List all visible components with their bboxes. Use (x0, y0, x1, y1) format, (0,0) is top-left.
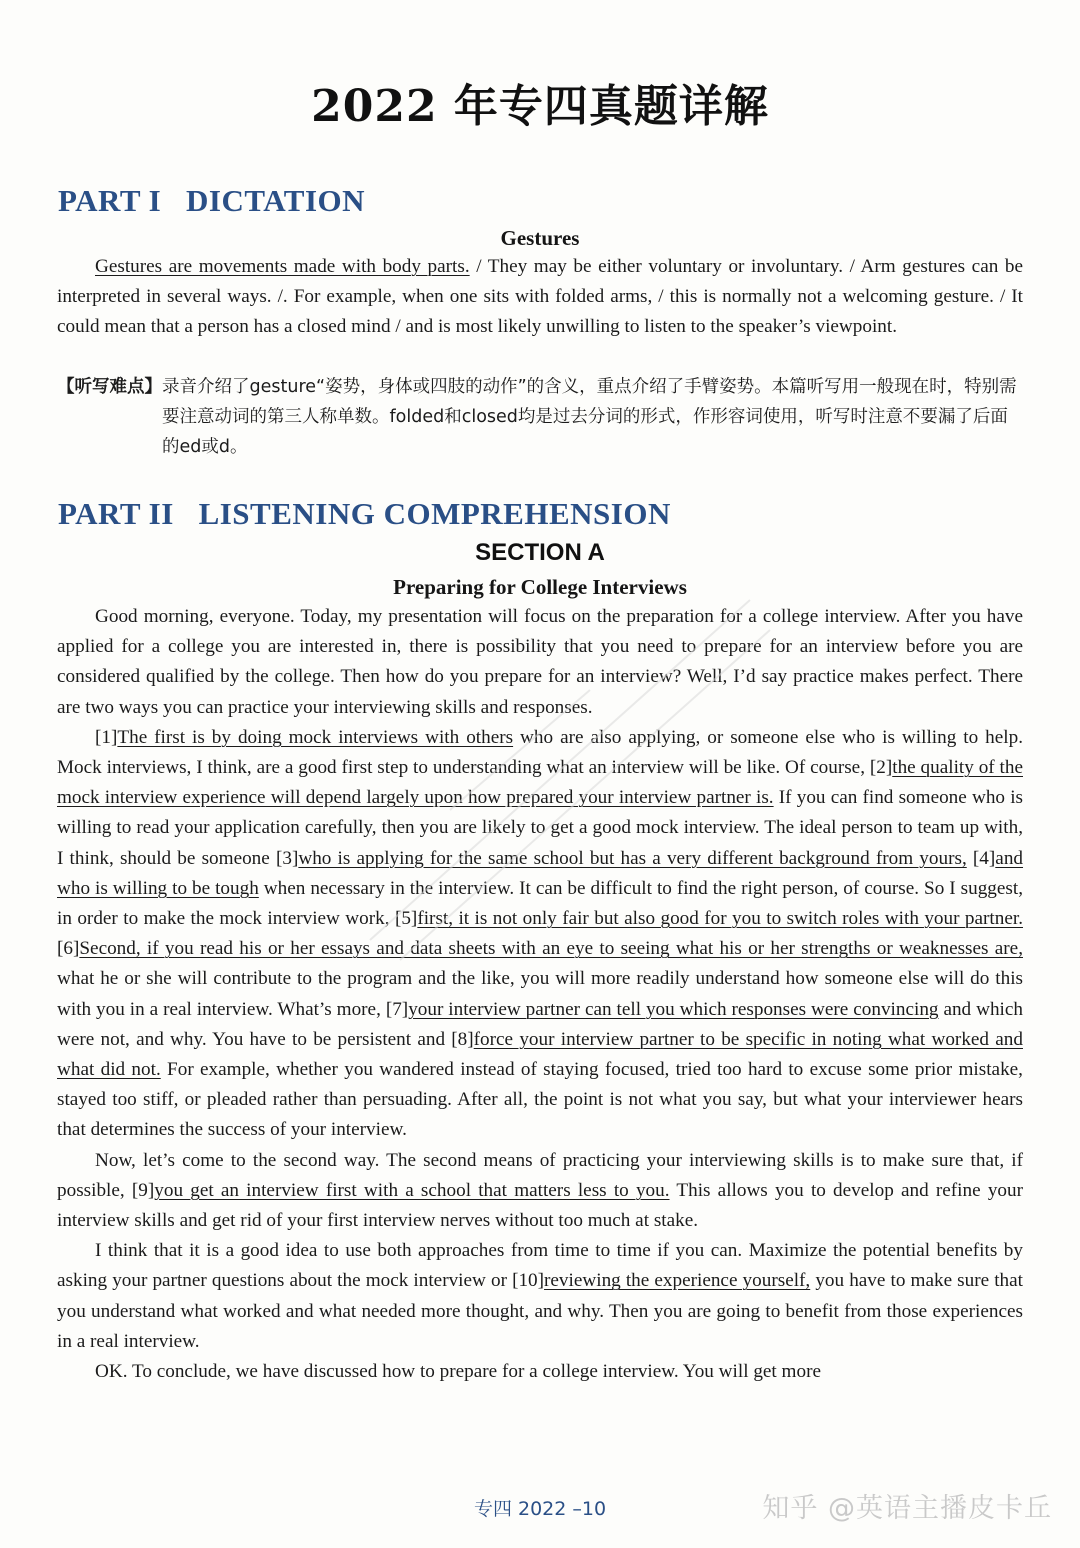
question-marker: [3] (275, 847, 299, 869)
paragraph-5: OK. To conclude, we have discussed how to prepare for a college interview. You will get more (95, 1361, 821, 1383)
paragraph-2 (57, 723, 1023, 1146)
passage-text: Now, let’s come to the second way. The second means of practicing your interviewing skills is to make sure that, if possible, (57, 1149, 1023, 1201)
passage-text: I think that it is a good idea to use both approaches from time to time if you can. Maximize the potential benefits by asking your partner questions about the mock interview or (57, 1240, 1023, 1292)
part2-heading: PART II LISTENING COMPREHENSION (58, 496, 671, 531)
question-marker: [1] (95, 726, 118, 748)
passage-text: If you can find someone who is willing to read your application carefully, then you are likely to get a good mock interview. The ideal person to team up with, I think, should be someone (57, 787, 1023, 869)
question-marker: [8] (451, 1028, 474, 1050)
question-marker: [4] (972, 847, 996, 869)
note-label: 【听写难点】 (57, 377, 162, 397)
passage-text: you have to make sure that you understand what worked and what needed more thought, and why. Then you are going to benefit from those experiences in a real interview. (57, 1270, 1024, 1352)
dictation-text: / They may be either voluntary or involuntary. / Arm gestures can be interpreted in several ways. /. For example, when one sits with folded arms, / this is normally not a welcoming gesture. / It could mean that a person has a closed mind / and is most likely unwilling to listen to the speaker’s viewpoint. (57, 256, 1023, 338)
answer-underline: reviewing the experience yourself, (544, 1270, 811, 1292)
question-marker: [10] (512, 1270, 545, 1292)
passage-text: and which were not, and why. You have to be persistent and (57, 998, 1023, 1050)
question-marker: [7] (385, 998, 409, 1020)
question-marker: [6] (57, 938, 80, 960)
question-marker: [2] (869, 757, 893, 779)
paragraph-3 (57, 1146, 1023, 1237)
section-title: SECTION A (475, 539, 605, 566)
answer-underline: you get an interview first with a school that matters less to you. (154, 1179, 670, 1201)
dictation-note (57, 372, 1023, 462)
passage-text: This allows you to develop and refine your interview skills and get rid of your first interview nerves without too much at stake. (57, 1179, 1023, 1232)
answer-underline: Second, if you read his or her essays and data sheets with an eye to seeing what his or her strengths or weaknesses are, (79, 938, 1023, 960)
answer-underline: your interview partner can tell you which responses were convincing (408, 998, 939, 1020)
passage-text: what he or she will contribute to the program and the like, you will more readily understand how someone else will do this with you in a real interview. What’s more, (57, 968, 1023, 1020)
answer-underline: who is applying for the same school but has a very different background from yours, (298, 847, 967, 869)
page-title: 2022 年专四真题详解 (311, 81, 769, 132)
passage-text: when necessary in the interview. It can be difficult to find the right person, of course. So I suggest, in order to make the mock interview work, (57, 877, 1024, 930)
listening-passage (57, 602, 1023, 1387)
answer-underline: the quality of the mock interview experience will depend largely upon how prepared your interview partner is. (57, 757, 1023, 809)
passage-text: who are also applying, or someone else who is willing to help. Mock interviews, I think, are a good first step to understanding what an interview will be like. Of course, (57, 726, 1023, 779)
answer-underline: force your interview partner to be specific in noting what worked and what did not. (57, 1028, 1023, 1081)
page-footer: 专四 2022 –10 (473, 1498, 607, 1520)
watermark: 知乎 @英语主播皮卡丘 (762, 1493, 1052, 1524)
dictation-title: Gestures (500, 226, 580, 250)
part1-heading: PART I DICTATION (58, 183, 366, 218)
note-text: 录音介绍了gesture“姿势，身体或四肢的动作”的含义，重点介绍了手臂姿势。本篇听写用一般现在时，特别需要注意动词的第三人称单数。folded和closed均是过去分词的形式，作形容词使用，听写时注意不要漏了后面的ed或d。 (162, 377, 1017, 457)
dictation-passage (57, 252, 1023, 343)
question-marker: [5] (394, 908, 418, 930)
paragraph-4 (57, 1236, 1023, 1357)
listening-title: Preparing for College Interviews (393, 575, 687, 599)
answer-underline: The first is by doing mock interviews with others (117, 726, 514, 748)
passage-text: For example, whether you wandered instead of staying focused, tried too hard to excuse some prior mistake, stayed too stiff, or pleaded rather than persuading. After all, the point is not what you say, but what your interviewer hears that determines the success of your interview. (57, 1059, 1023, 1141)
answer-underline: first, it is not only fair but also good for you to switch roles with your partner. (417, 908, 1023, 930)
paragraph-1: Good morning, everyone. Today, my presentation will focus on the preparation for a college interview. After you have applied for a college you are interested in, there is possibility that you need to prepare for an interview before you are considered qualified by the college. Then how do you prepare for an interview? Well, I’d say practice makes perfect. There are two ways you can practice your interviewing skills and responses. (57, 606, 1023, 718)
question-marker: [9] (131, 1179, 155, 1201)
answer-underline: and who is willing to be tough (57, 847, 1024, 899)
dictation-underlined-text: Gestures are movements made with body parts. (95, 256, 470, 277)
